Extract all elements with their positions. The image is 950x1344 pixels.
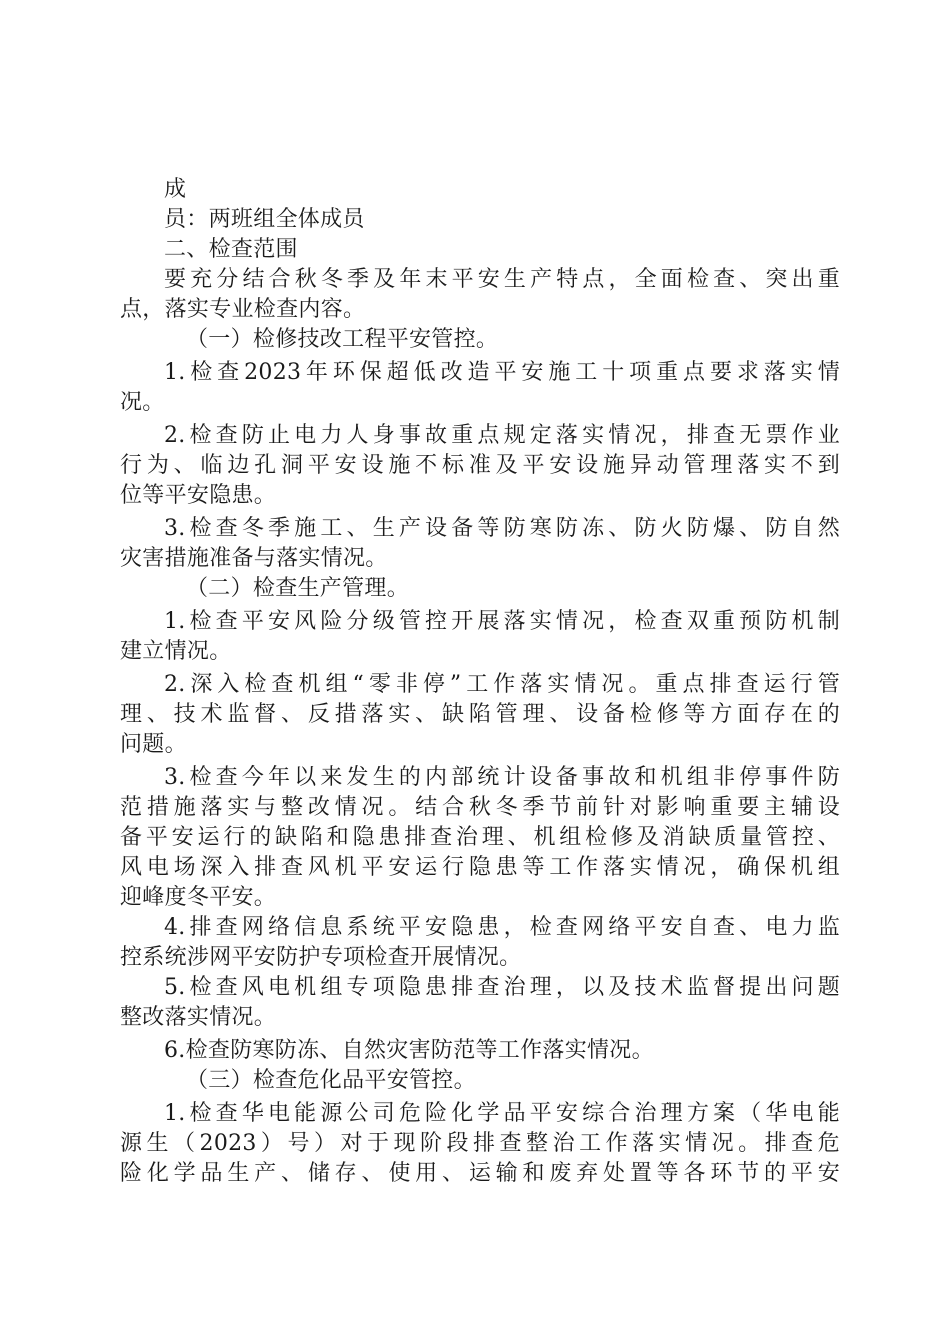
text-line: 控系统涉网平安防护专项检查开展情况。 bbox=[120, 945, 522, 970]
text-line: 点，落实专业检查内容。 bbox=[120, 297, 366, 322]
text-line: 要充分结合秋冬季及年末平安生产特点，全面检查、突出重 bbox=[164, 267, 840, 292]
text-line: 建立情况。 bbox=[120, 639, 232, 664]
text-line: 1.检查华电能源公司危险化学品平安综合治理方案（华电能 bbox=[164, 1101, 840, 1126]
text-line: 行为、临边孔洞平安设施不标准及平安设施异动管理落实不到 bbox=[120, 453, 840, 478]
text-line: 2.检查防止电力人身事故重点规定落实情况，排查无票作业 bbox=[164, 423, 840, 448]
text-line: 备平安运行的缺陷和隐患排查治理、机组检修及消缺质量管控、 bbox=[120, 825, 840, 850]
text-line: 6.检查防寒防冻、自然灾害防范等工作落实情况。 bbox=[164, 1038, 654, 1063]
text-line: 成 bbox=[164, 177, 187, 202]
text-line: 迎峰度冬平安。 bbox=[120, 885, 277, 910]
text-line: 整改落实情况。 bbox=[120, 1005, 277, 1030]
text-line: 险化学品生产、储存、使用、运输和废弃处置等各环节的平安 bbox=[120, 1161, 840, 1186]
section-heading: 二、检查范围 bbox=[164, 237, 298, 262]
text-line: 3.检查冬季施工、生产设备等防寒防冻、防火防爆、防自然 bbox=[164, 516, 840, 541]
text-line: 4.排查网络信息系统平安隐患，检查网络平安自查、电力监 bbox=[164, 915, 840, 940]
subsection-heading: （二）检查生产管理。 bbox=[186, 576, 410, 601]
document-body bbox=[120, 175, 840, 1189]
text-line: 3.检查今年以来发生的内部统计设备事故和机组非停事件防 bbox=[164, 765, 840, 790]
text-line: 位等平安隐患。 bbox=[120, 483, 277, 508]
subsection-heading: （三）检查危化品平安管控。 bbox=[186, 1068, 476, 1093]
text-line: 问题。 bbox=[120, 732, 187, 757]
text-line: 范措施落实与整改情况。结合秋冬季节前针对影响重要主辅设 bbox=[120, 795, 840, 820]
subsection-heading: （一）检修技改工程平安管控。 bbox=[186, 327, 499, 352]
text-line: 1.检查2023年环保超低改造平安施工十项重点要求落实情 bbox=[164, 360, 840, 385]
text-line: 5.检查风电机组专项隐患排查治理，以及技术监督提出问题 bbox=[164, 975, 840, 1000]
text-line: 况。 bbox=[120, 390, 165, 415]
text-line: 1.检查平安风险分级管控开展落实情况，检查双重预防机制 bbox=[164, 609, 840, 634]
text-line: 源生（2023）号）对于现阶段排查整治工作落实情况。排查危 bbox=[120, 1131, 840, 1156]
text-line: 2.深入检查机组“零非停”工作落实情况。重点排查运行管 bbox=[164, 672, 840, 697]
text-line: 灾害措施准备与落实情况。 bbox=[120, 546, 388, 571]
text-line: 员：两班组全体成员 bbox=[164, 207, 365, 232]
text-line: 理、技术监督、反措落实、缺陷管理、设备检修等方面存在的 bbox=[120, 702, 840, 727]
text-line: 风电场深入排查风机平安运行隐患等工作落实情况，确保机组 bbox=[120, 855, 840, 880]
